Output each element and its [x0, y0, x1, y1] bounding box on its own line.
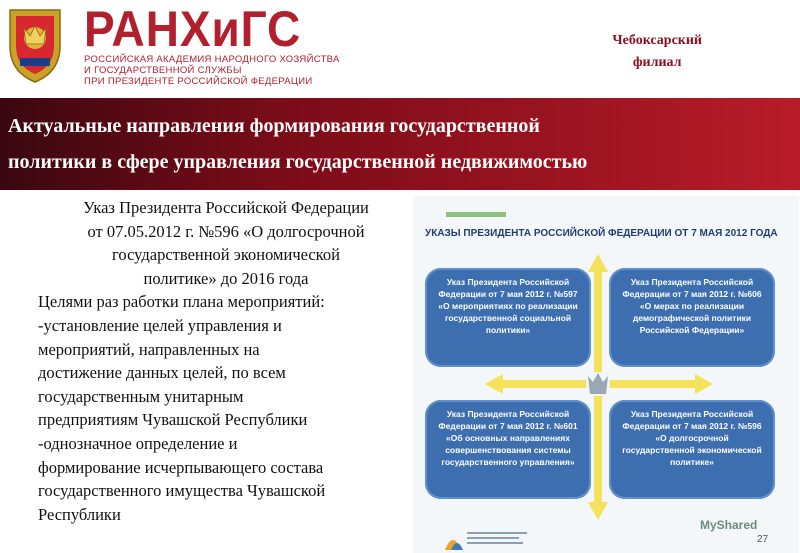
decree-line: от 07.05.2012 г. №596 «О долгосрочной: [87, 221, 365, 241]
card-line: «О мероприятиях по реализации: [438, 301, 578, 311]
slide-title-line-2: политики в сфере управления государственной недвижимостью: [8, 151, 588, 173]
body-text: [38, 196, 404, 526]
diagram-heading: УКАЗЫ ПРЕЗИДЕНТА РОССИЙСКОЙ ФЕДЕРАЦИИ ОТ 7 МАЯ 2012 ГОДА: [425, 228, 778, 239]
list-line: мероприятий, направленных на: [38, 339, 260, 359]
cross-arrows-icon: [413, 196, 799, 553]
list-item-2: [38, 432, 404, 526]
card-line: государственной экономической: [622, 445, 762, 455]
card-line: Указ Президента Российской: [446, 277, 570, 287]
decree-card-596: [609, 400, 775, 499]
card-line: «О мерах по реализации: [639, 301, 745, 311]
list-line: предприятиям Чувашской Республики: [38, 410, 308, 430]
card-line: Указ Президента Российской: [630, 409, 754, 419]
decree-line: государственной экономической: [112, 245, 340, 265]
branch-line-2: филиал: [632, 55, 682, 70]
card-line: Федерации от 7 мая 2012 г. №606: [622, 289, 762, 299]
logo-title: РАНХиГС: [84, 1, 302, 57]
logo-subtitle-3: ПРИ ПРЕЗИДЕНТЕ РОССИЙСКОЙ ФЕДЕРАЦИИ: [84, 76, 313, 87]
card-line: Указ Президента Российской: [630, 277, 754, 287]
card-line: государственного управления»: [441, 457, 575, 467]
list-item-1: [38, 314, 404, 432]
card-line: демографической политики: [632, 313, 752, 323]
watermark: MyShared: [700, 518, 758, 532]
purpose-text: Целями раз работки плана мероприятий:: [38, 292, 325, 312]
slide-title: [8, 108, 780, 180]
card-line: Российской Федерации»: [639, 325, 745, 335]
slide-title-line-1: Актуальные направления формирования государственной: [8, 115, 540, 137]
card-line: «Об основных направлениях: [446, 433, 570, 443]
list-line: достижение данных целей, по всем: [38, 363, 286, 383]
logo: [84, 1, 340, 87]
card-line: политики»: [485, 325, 531, 335]
card-line: государственной социальной: [444, 313, 572, 323]
decree-text: [38, 196, 404, 290]
decree-line: Указ Президента Российской Федерации: [83, 198, 369, 217]
card-line: Федерации от 7 мая 2012 г. №601: [438, 421, 578, 431]
coat-of-arms-icon: [4, 2, 66, 86]
page-number: 27: [757, 534, 769, 545]
logo-subtitle-1: РОССИЙСКАЯ АКАДЕМИЯ НАРОДНОГО ХОЗЯЙСТВА: [84, 54, 340, 65]
decree-card-597: [425, 268, 591, 367]
card-line: Федерации от 7 мая 2012 г. №597: [438, 289, 578, 299]
decree-line: политике» до 2016 года: [143, 268, 309, 288]
card-line: совершенствования системы: [445, 445, 571, 455]
card-line: политике»: [670, 457, 714, 467]
list-line: формирование исчерпывающего состава: [38, 457, 324, 477]
list-line: государственного имущества Чувашской: [38, 481, 326, 501]
decrees-diagram: [413, 196, 799, 553]
card-line: Федерации от 7 мая 2012 г. №596: [622, 421, 762, 431]
card-line: «О долгосрочной: [655, 433, 729, 443]
branch-line-1: Чебоксарский: [612, 33, 702, 48]
logo-subtitle-2: И ГОСУДАРСТВЕННОЙ СЛУЖБЫ: [84, 65, 242, 76]
list-line: Республики: [38, 504, 121, 524]
title-bar: [0, 98, 800, 190]
ministry-logo-icon: [443, 526, 533, 553]
decree-card-606: [609, 268, 775, 367]
list-line: -однозначное определение и: [38, 433, 238, 453]
decree-card-601: [425, 400, 591, 499]
list-line: -установление целей управления и: [38, 315, 282, 335]
card-line: Указ Президента Российской: [446, 409, 570, 419]
branch-name: [612, 30, 702, 74]
list-line: государственным унитарным: [38, 386, 244, 406]
